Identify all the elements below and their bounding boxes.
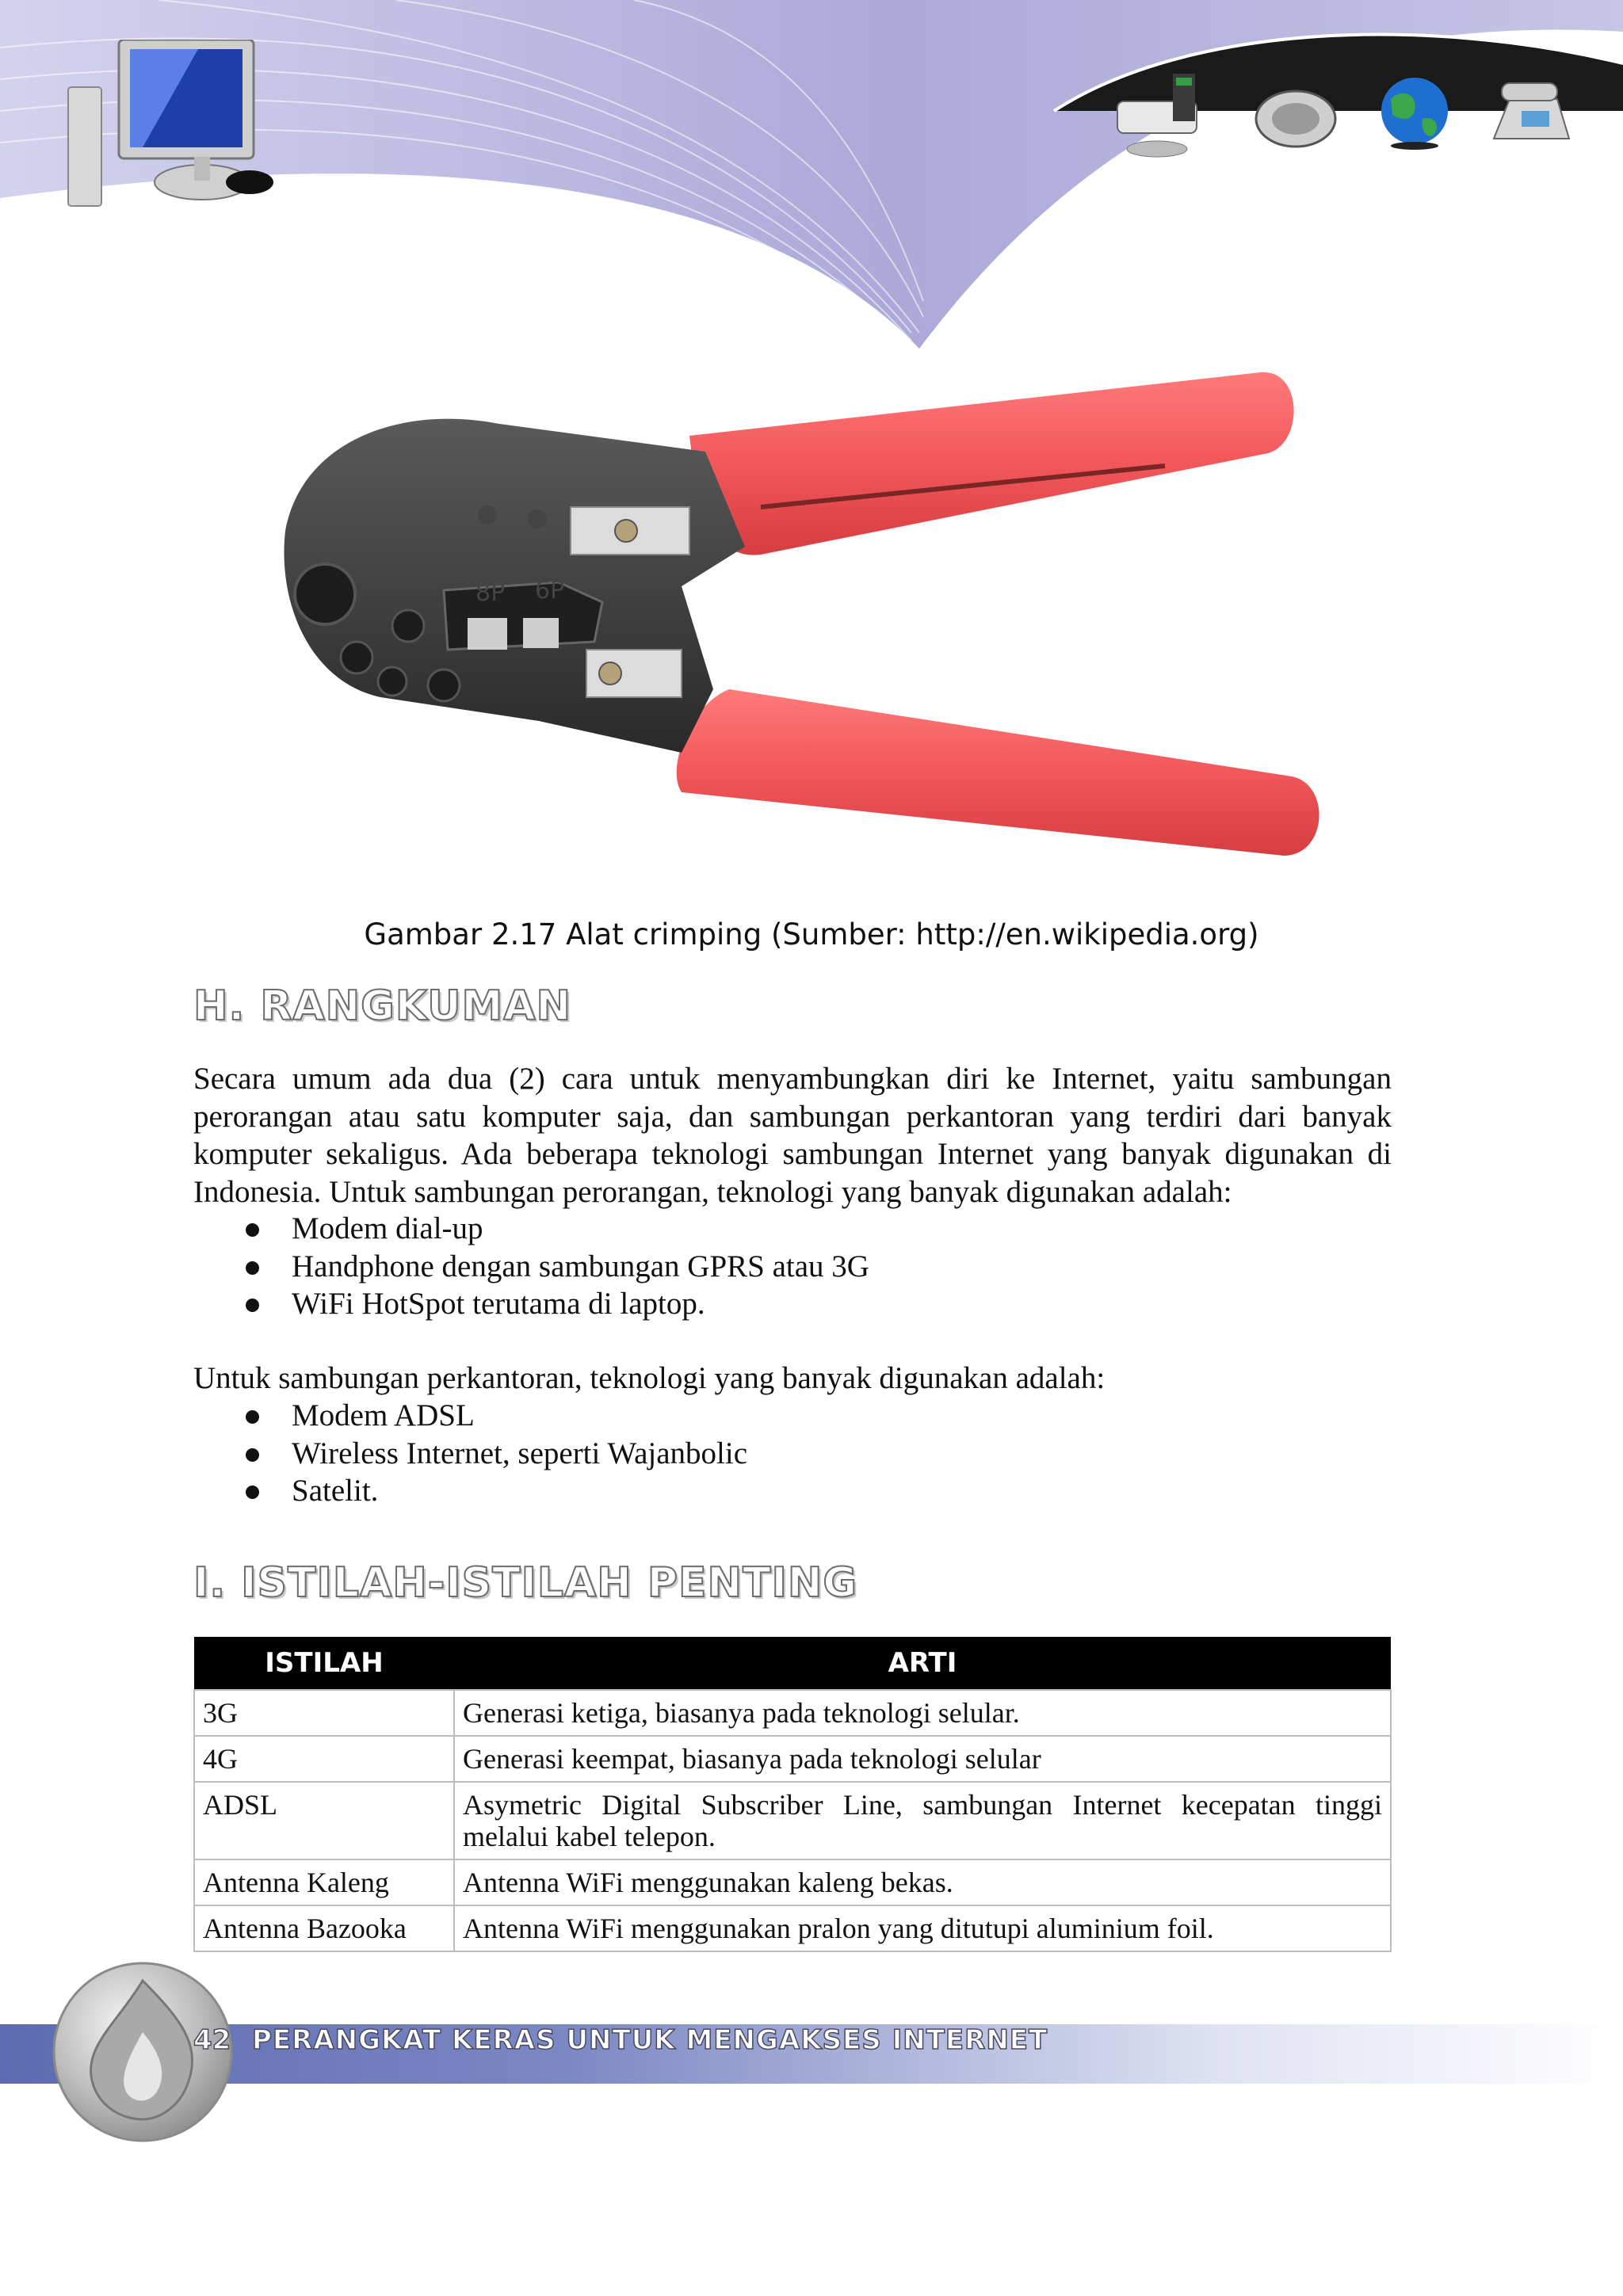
meaning-cell: Antenna WiFi menggunakan pralon yang ditutupi aluminium foil. xyxy=(454,1905,1391,1951)
meaning-cell: Generasi ketiga, biasanya pada teknologi selular. xyxy=(454,1690,1391,1736)
table-row xyxy=(194,1782,1391,1859)
list-item: Handphone dengan sambungan GPRS atau 3G xyxy=(193,1248,869,1286)
table-header-row xyxy=(194,1637,1391,1690)
office-connection-list xyxy=(193,1397,747,1510)
chapter-title: PERANGKAT KERAS UNTUK MENGAKSES INTERNET xyxy=(252,2024,1048,2056)
list-item: Modem dial-up xyxy=(193,1210,869,1248)
term-cell: 4G xyxy=(194,1736,454,1782)
summary-paragraph: Secara umum ada dua (2) cara untuk menyambungkan diri ke Internet, yaitu sambungan perorangan atau satu komputer saja, dan sambungan perkantoran yang terdiri dari banyak komputer sekaligus. Ada beberapa teknologi sambungan Internet yang banyak digunakan di Indonesia. Untuk sambungan perorangan, teknologi yang banyak digunakan adalah: xyxy=(193,1062,1392,1209)
meaning-cell: Generasi keempat, biasanya pada teknologi selular xyxy=(454,1736,1391,1782)
meaning-cell: Antenna WiFi menggunakan kaleng bekas. xyxy=(454,1859,1391,1905)
bullet-icon xyxy=(246,1261,259,1275)
column-header-term: ISTILAH xyxy=(194,1637,454,1690)
bullet-icon xyxy=(246,1410,259,1424)
term-cell: 3G xyxy=(194,1690,454,1736)
computer-monitor-icon xyxy=(63,40,277,214)
list-item: Modem ADSL xyxy=(193,1397,747,1435)
table-row xyxy=(194,1736,1391,1782)
die-label-8p: 8P xyxy=(475,579,506,607)
personal-connection-list xyxy=(193,1210,869,1323)
bullet-icon xyxy=(246,1299,259,1312)
modem-router-icon xyxy=(1109,70,1212,165)
list-item: WiFi HotSpot terutama di laptop. xyxy=(193,1285,869,1323)
table-row xyxy=(194,1690,1391,1736)
glossary-table xyxy=(193,1637,1392,1952)
term-cell: ADSL xyxy=(194,1782,454,1859)
list-item: Wireless Internet, seperti Wajanbolic xyxy=(193,1435,747,1473)
table-row xyxy=(194,1905,1391,1951)
office-connection-paragraph: Untuk sambungan perkantoran, teknologi yang banyak digunakan adalah: xyxy=(193,1361,1106,1395)
meaning-cell: Asymetric Digital Subscriber Line, sambungan Internet kecepatan tinggi melalui kabel telepon. xyxy=(454,1782,1391,1859)
bullet-icon xyxy=(246,1223,259,1237)
term-cell: Antenna Kaleng xyxy=(194,1859,454,1905)
crimping-tool-image xyxy=(238,349,1347,903)
bullet-icon xyxy=(246,1486,259,1499)
column-header-meaning: ARTI xyxy=(454,1637,1391,1690)
section-i-title: I. ISTILAH-ISTILAH PENTING xyxy=(193,1559,858,1607)
bullet-icon xyxy=(246,1448,259,1462)
term-cell: Antenna Bazooka xyxy=(194,1905,454,1951)
figure-caption: Gambar 2.17 Alat crimping (Sumber: http://en.wikipedia.org) xyxy=(364,917,1259,952)
table-row xyxy=(194,1859,1391,1905)
globe-icon xyxy=(1375,71,1454,151)
page-number: 42 xyxy=(193,2024,231,2056)
section-h-title: H. RANGKUMAN xyxy=(193,982,571,1030)
telephone-icon xyxy=(1486,75,1573,154)
mouse-icon xyxy=(1252,83,1339,154)
die-label-6p: 6P xyxy=(535,577,565,605)
list-item: Satelit. xyxy=(193,1472,747,1510)
